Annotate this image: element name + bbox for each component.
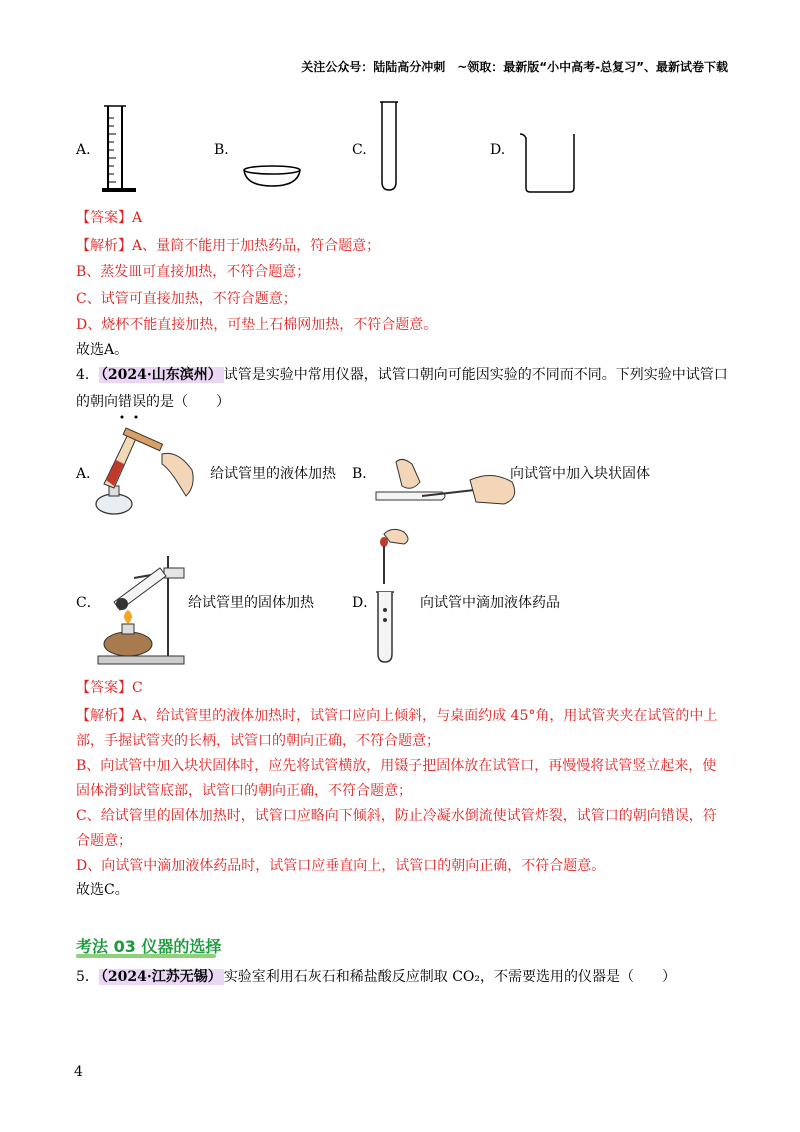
q4-analysis-line: 固体滑到试管底部，试管口的朝向正确，不符合题意； bbox=[76, 783, 412, 799]
heating-liquid-test-tube-icon bbox=[92, 420, 202, 520]
test-tube-icon bbox=[378, 100, 402, 194]
q4-analysis-line: C、给试管里的固体加热时，试管口应略向下倾斜，防止冷凝水倒流使试管炸裂，试管口的朝向错误，符 bbox=[76, 808, 717, 824]
q4-option-d-text: 向试管中滴加液体药品 bbox=[420, 595, 560, 611]
page-number: 4 bbox=[74, 1064, 83, 1080]
q4-answer: 【答案】C bbox=[76, 680, 143, 696]
q5-stem bbox=[76, 967, 676, 987]
section-heading: 考法 03 仪器的选择 bbox=[76, 937, 222, 956]
source-tag: （2024·山东滨州） bbox=[100, 367, 222, 383]
page-header: 关注公众号：陆陆高分冲刺 ~领取：最新版“小中高考-总复习”、最新试卷下载 bbox=[301, 60, 728, 74]
beaker-icon bbox=[518, 130, 580, 196]
q3-analysis-line: D、烧杯不能直接加热，可垫上石棉网加热，不符合题意。 bbox=[76, 317, 438, 333]
question-number: 5． bbox=[76, 969, 99, 985]
q4-analysis-line: B、向试管中加入块状固体时，应先将试管横放，用镊子把固体放在试管口，再慢慢将试管竖立起来，使 bbox=[76, 758, 717, 774]
question-stem: 试管是实验中常用仪器，试管口朝向可能因实验的不同而不同。下列实验中试管口 bbox=[223, 367, 728, 383]
option-b-label: B. bbox=[214, 142, 229, 158]
q4-stem-line-2: 的朝向错误的是（ ） bbox=[76, 394, 230, 410]
q3-analysis-line: B、蒸发皿可直接加热，不符合题意； bbox=[76, 264, 311, 280]
q4-option-d-letter: D． bbox=[352, 595, 378, 611]
q3-conclusion: 故选A。 bbox=[76, 342, 129, 358]
q4-analysis-line: 部，手握试管夹的长柄，试管口的朝向正确，不符合题意； bbox=[76, 733, 440, 749]
q4-option-a-text: 给试管里的液体加热 bbox=[210, 466, 336, 482]
q4-stem-line-1 bbox=[76, 365, 728, 385]
q4-option-a-letter: A． bbox=[76, 466, 101, 482]
q3-answer: 【答案】A bbox=[76, 210, 143, 226]
graduated-cylinder-icon bbox=[100, 104, 140, 194]
adding-solid-test-tube-icon bbox=[372, 452, 522, 522]
q4-option-c-letter: C． bbox=[76, 595, 101, 611]
question-stem: 实验室利用石灰石和稀盐酸反应制取 CO₂，不需要选用的仪器是（ ） bbox=[223, 969, 677, 985]
evaporating-dish-icon bbox=[242, 164, 302, 190]
q4-analysis-line: 【解析】A、给试管里的液体加热时，试管口应向上倾斜，与桌面约成 45°角，用试管夹夹在试管的中上 bbox=[76, 708, 718, 724]
source-tag: （2024·江苏无锡） bbox=[100, 969, 222, 985]
q4-analysis-line: D、向试管中滴加液体药品时，试管口应垂直向上，试管口的朝向正确，不符合题意。 bbox=[76, 858, 606, 874]
question-number: 4． bbox=[76, 367, 99, 383]
q3-analysis-line: 【解析】A、量筒不能用于加热药品，符合题意； bbox=[76, 238, 381, 254]
option-c-label: C. bbox=[352, 142, 367, 158]
q3-analysis-line: C、试管可直接加热，不符合题意； bbox=[76, 291, 297, 307]
q4-conclusion: 故选C。 bbox=[76, 882, 129, 898]
q4-option-b-text: 向试管中加入块状固体 bbox=[510, 466, 650, 482]
option-d-label: D. bbox=[490, 142, 506, 158]
q4-option-c-text: 给试管里的固体加热 bbox=[188, 595, 314, 611]
q4-option-b-letter: B． bbox=[352, 466, 377, 482]
dropping-liquid-test-tube-icon bbox=[370, 524, 420, 668]
heating-solid-apparatus-icon bbox=[94, 552, 194, 668]
option-a-label: A. bbox=[76, 142, 91, 158]
q4-analysis-line: 合题意； bbox=[76, 833, 132, 849]
